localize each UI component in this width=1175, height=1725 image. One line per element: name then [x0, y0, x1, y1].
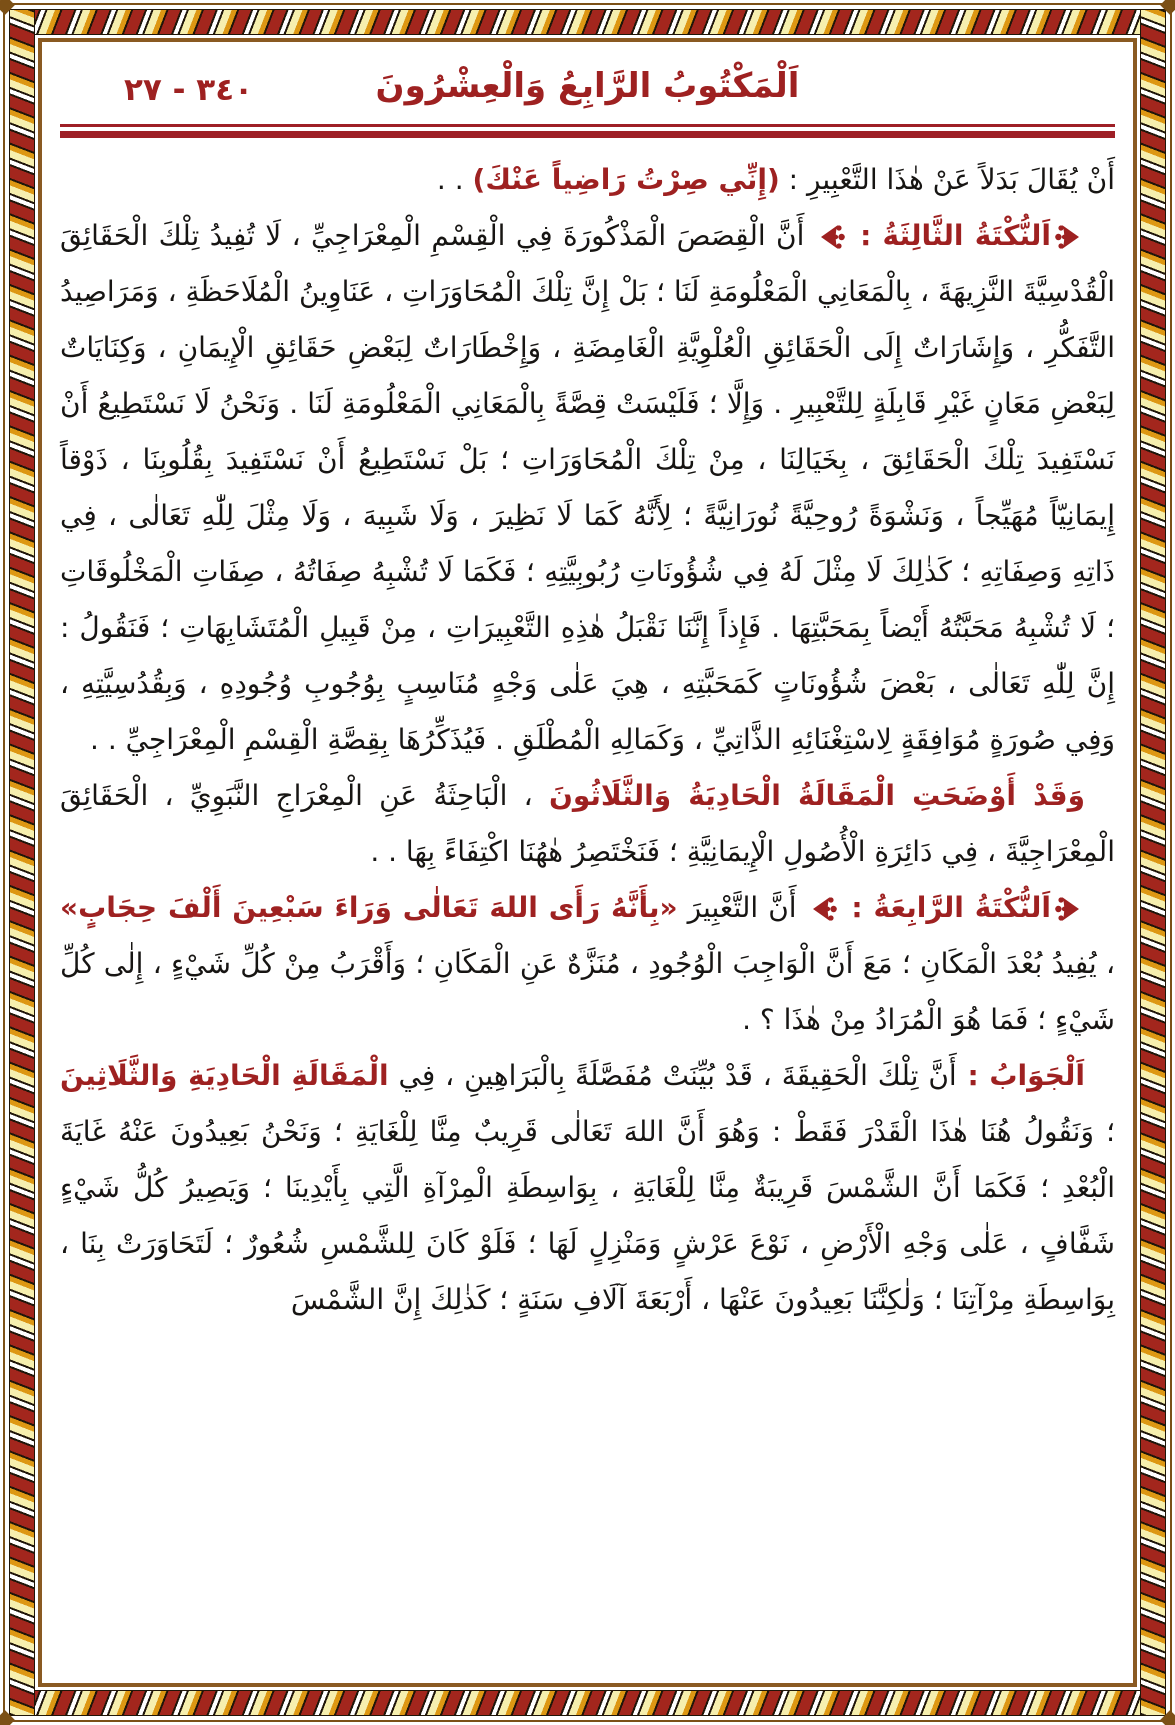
- frame-chain-left: [9, 9, 35, 1716]
- quoted-hadith: «بِأَنَّهُ رَأَى اللهَ تَعَالٰى وَرَاءَ سَبْعِينَ أَلْفَ حِجَابٍ»: [60, 891, 678, 924]
- fleuron-icon: [811, 893, 837, 925]
- fleuron-icon: [819, 221, 845, 253]
- nukta-third-heading: اَلنُّكْتَةُ الثَّالِثَةُ :: [848, 219, 1052, 252]
- paragraph: [60, 208, 1115, 768]
- body-text: [60, 152, 1115, 1328]
- frame-chain-top: [9, 9, 1166, 35]
- article-reference: الْمَقَالَةِ الْحَادِيَةِ وَالثَّلَاثِينَ: [60, 1059, 389, 1092]
- page-number: ٣٤٠ - ٢٧: [124, 72, 254, 108]
- article-reference: وَقَدْ أَوْضَحَتِ الْمَقَالَةُ الْحَادِيَةُ وَالثَّلَاثُونَ: [548, 779, 1085, 812]
- paragraph: [60, 1048, 1115, 1328]
- paragraph: [60, 768, 1115, 880]
- body-text-run: ؛ وَنَقُولُ هُنَا هٰذَا الْقَدْرَ فَقَطْ : وَهُوَ أَنَّ اللهَ تَعَالٰى قَرِيبٌ مِنَّا لِلْغَايَةِ ؛ وَنَحْنُ بَعِيدُونَ عَنْهُ غَايَةَ الْبُعْدِ ؛ فَكَمَا أَنَّ الشَّمْسَ قَرِيبَةٌ مِنَّا لِلْغَايَةِ ، بِوَاسِطَةِ الْمِرْآةِ الَّتِي بِأَيْدِينَا ؛ وَيَصِيرُ كُلُّ شَيْءٍ شَفَّافٍ ، عَلٰى وَجْهِ الْأَرْضِ ، نَوْعَ عَرْشٍ وَمَنْزِلٍ لَهَا ؛ فَلَوْ كَانَ لِلشَّمْسِ شُعُورٌ ؛ لَتَحَاوَرَتْ بِنَا ، بِوَاسِطَةِ مِرْآتِنَا ؛ وَلٰكِنَّنَا بَعِيدُونَ عَنْهَا ، أَرْبَعَةَ آلَافِ سَنَةٍ ؛ كَذٰلِكَ إِنَّ الشَّمْسَ: [60, 1115, 1115, 1316]
- page-content: [60, 58, 1115, 1667]
- answer-heading: اَلْجَوَابُ :: [956, 1059, 1085, 1092]
- body-text-run: أَنَّ الْقِصَصَ الْمَذْكُورَةَ فِي الْقِسْمِ الْمِعْرَاجِيِّ ، لَا تُفِيدُ تِلْكَ الْحَقَائِقَ الْقُدْسِيَّةَ النَّزِيهَةَ ، بِالْمَعَانِي الْمَعْلُومَةِ لَنَا ؛ بَلْ إِنَّ تِلْكَ الْمُحَاوَرَاتِ ، عَنَاوِينُ الْمُلَاحَظَةِ ، وَمَرَاصِيدُ التَّفَكُّرِ ، وَإِشَارَاتٌ إِلَى الْحَقَائِقِ الْعُلْوِيَّةِ الْغَامِضَةِ ، وَإِخْطَارَاتٌ لِبَعْضِ حَقَائِقِ الْإِيمَانِ ، وَكِنَايَاتٌ لِبَعْضِ مَعَانٍ غَيْرِ قَابِلَةٍ لِلتَّعْبِيرِ . وَإِلَّا ؛ فَلَيْسَتْ قِصَّةً بِالْمَعَانِي الْمَعْلُومَةِ لَنَا . وَنَحْنُ لَا نَسْتَطِيعُ أَنْ نَسْتَفِيدَ تِلْكَ الْحَقَائِقَ ، بِخَيَالِنَا ، مِنْ تِلْكَ الْمُحَاوَرَاتِ ؛ بَلْ نَسْتَطِيعُ أَنْ نَسْتَفِيدَ بِقُلُوبِنَا ، ذَوْقاً إِيمَانِيّاً مُهَيِّجاً ، وَنَشْوَةً رُوحِيَّةً نُورَانِيَّةً ؛ لِأَنَّهُ كَمَا لَا نَظِيرَ ، وَلَا شَبِيهَ ، وَلَا مِثْلَ لِلّٰهِ تَعَالٰى ، فِي ذَاتِهِ وَصِفَاتِهِ ؛ كَذٰلِكَ لَا مِثْلَ لَهُ فِي شُؤُونَاتِ رُبُوبِيَّتِهِ ؛ فَكَمَا لَا تُشْبِهُ صِفَاتُهُ ، صِفَاتِ الْمَخْلُوقَاتِ ؛ لَا تُشْبِهُ مَحَبَّتُهُ أَيْضاً بِمَحَبَّتِهَا . فَإِذاً إِنَّنَا نَقْبَلُ هٰذِهِ التَّعْبِيرَاتِ ، مِنْ قَبِيلِ الْمُتَشَابِهَاتِ ؛ فَنَقُولُ : إِنَّ لِلّٰهِ تَعَالٰى ، بَعْضَ شُؤُونَاتٍ كَمَحَبَّتِهِ ، هِيَ عَلٰى وَجْهٍ مُنَاسِبٍ بِوُجُوبِ وُجُودِهِ ، وَبِقُدُسِيَّتِهِ ، وَفِي صُورَةٍ مُوَافِقَةٍ لِاسْتِغْنَائِهِ الذَّاتِيِّ ، وَكَمَالِهِ الْمُطْلَقِ . فَيُذَكِّرُهَا بِقِصَّةِ الْقِسْمِ الْمِعْرَاجِيِّ . .: [60, 219, 1115, 756]
- fleuron-icon: [1055, 221, 1081, 253]
- paragraph: [60, 152, 1115, 208]
- body-text-run: ، الْبَاحِثَةُ عَنِ الْمِعْرَاجِ النَّبَوِيِّ ، الْحَقَائِقَ الْمِعْرَاجِيَّةَ ، فِي دَائِرَةِ الْأُصُولِ الْإِيمَانِيَّةِ ؛ فَنَخْتَصِرُ هٰهُنَا اكْتِفَاءً بِهَا . .: [60, 779, 1115, 868]
- body-text-run: ، يُفِيدُ بُعْدَ الْمَكَانِ ؛ مَعَ أَنَّ الْوَاجِبَ الْوُجُودِ ، مُنَزَّهٌ عَنِ الْمَكَانِ ؛ وَأَقْرَبُ مِنْ كُلِّ شَيْءٍ ، إِلٰى كُلِّ شَيْءٍ ؛ فَمَا هُوَ الْمُرَادُ مِنْ هٰذَا ؟ .: [60, 947, 1115, 1036]
- page-header: [60, 58, 1115, 124]
- header-divider-rule: [60, 124, 1115, 138]
- continuation-text: أَنْ يُقَالَ بَدَلاً عَنْ هٰذَا التَّعْبِيرِ :: [779, 163, 1115, 196]
- paragraph: [60, 880, 1115, 1048]
- fleuron-icon: [1055, 893, 1081, 925]
- frame-chain-bottom: [9, 1690, 1166, 1716]
- frame-chain-right: [1140, 9, 1166, 1716]
- body-text-run: أَنَّ التَّعْبِيرَ: [677, 891, 807, 924]
- nukta-fourth-heading: اَلنُّكْتَةُ الرَّابِعَةُ :: [840, 891, 1051, 924]
- quoted-phrase: (إِنِّي صِرْتُ رَاضِياً عَنْكَ): [472, 163, 780, 196]
- body-text-run: أَنَّ تِلْكَ الْحَقِيقَةَ ، قَدْ بُيِّنَتْ مُفَصَّلَةً بِالْبَرَاهِينِ ، فِي: [388, 1059, 957, 1092]
- page-title: اَلْمَكْتُوبُ الرَّابِعُ وَالْعِشْرُونَ: [375, 66, 800, 106]
- continuation-text: . .: [436, 163, 473, 196]
